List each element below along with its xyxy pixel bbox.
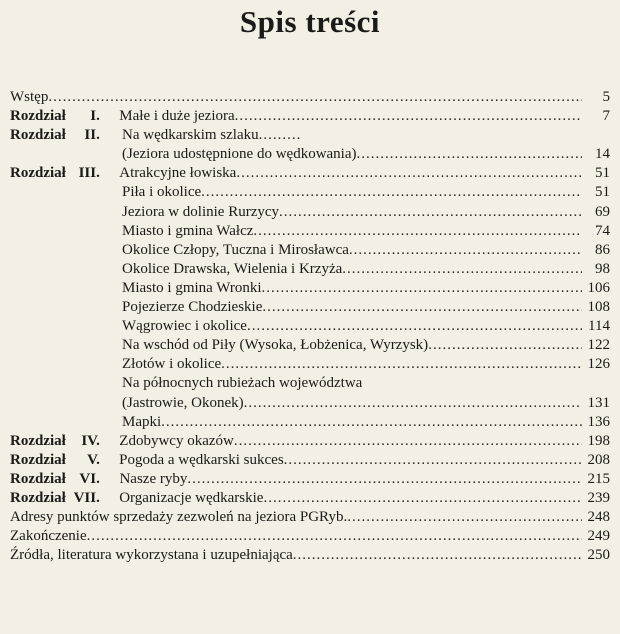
- page-number: 14: [595, 146, 610, 163]
- entry-title: (Jeziora udostępnione do wędkowania): [122, 146, 357, 163]
- toc-entry: [10, 546, 610, 565]
- page-number: 69: [595, 203, 610, 220]
- page-number: 122: [587, 337, 610, 354]
- toc-entry: [10, 451, 610, 470]
- entry-title: Wągrowiec i okolice: [122, 318, 247, 335]
- toc-entry: [10, 260, 610, 279]
- page-number: 131: [587, 394, 610, 411]
- page-number: 74: [595, 222, 610, 239]
- page-number: 239: [587, 489, 610, 506]
- page-number: 250: [587, 547, 610, 564]
- entry-title: Małe i duże jeziora: [119, 108, 235, 125]
- toc-entry: [10, 336, 610, 355]
- toc-entry: [10, 432, 610, 451]
- toc-entry: [10, 394, 610, 413]
- dot-leader: [293, 546, 582, 565]
- entry-title: (Jastrowie, Okonek): [122, 394, 244, 411]
- chapter-prefix: [10, 107, 118, 126]
- dot-leader: [253, 222, 582, 241]
- chapter-number: IV.: [81, 432, 100, 449]
- dot-leader: [262, 279, 582, 298]
- dot-leader: [279, 203, 582, 222]
- entry-title: Nasze ryby: [119, 470, 188, 487]
- toc-entry: [10, 374, 610, 393]
- entry-title: Miasto i gmina Wronki: [122, 279, 262, 296]
- chapter-prefix: [10, 164, 118, 183]
- chapter-prefix: [10, 470, 118, 489]
- entry-title: Złotów i okolice: [122, 356, 222, 373]
- page-number: 126: [587, 356, 610, 373]
- chapter-number: VI.: [79, 470, 100, 487]
- toc-entry: [10, 203, 610, 222]
- chapter-prefix: [10, 451, 118, 470]
- table-of-contents: [10, 88, 610, 565]
- entry-title: Organizacje wędkarskie: [119, 489, 264, 506]
- dot-leader: [244, 394, 582, 413]
- dot-leader: [263, 489, 582, 508]
- entry-title: Zakończenie: [10, 528, 87, 545]
- chapter-label: Rozdział: [10, 432, 66, 449]
- dot-leader: [234, 432, 582, 451]
- chapter-number: II.: [84, 127, 100, 144]
- toc-entry: [10, 126, 610, 145]
- toc-entry: [10, 317, 610, 336]
- chapter-label: Rozdział: [10, 108, 66, 125]
- toc-entry: [10, 527, 610, 546]
- toc-entry: [10, 183, 610, 202]
- entry-title: Zdobywcy okazów: [119, 432, 234, 449]
- dot-leader: [347, 508, 582, 527]
- page-number: 215: [587, 470, 610, 487]
- toc-entry: [10, 164, 610, 183]
- chapter-number: I.: [90, 108, 100, 125]
- chapter-number: VII.: [73, 489, 100, 506]
- entry-title: Miasto i gmina Wałcz: [122, 222, 254, 239]
- dot-leader: [235, 107, 582, 126]
- page-number: 98: [595, 260, 610, 277]
- chapter-label: Rozdział: [10, 451, 66, 468]
- entry-title: Atrakcyjne łowiska: [119, 165, 237, 182]
- dot-leader: [284, 451, 582, 470]
- dot-leader: [87, 527, 582, 546]
- toc-entry: [10, 107, 610, 126]
- page-number: 51: [595, 165, 610, 182]
- entry-title: Okolice Człopy, Tuczna i Mirosławca: [122, 241, 349, 258]
- dot-leader: [161, 413, 582, 432]
- chapter-number: V.: [87, 451, 100, 468]
- dot-leader: [247, 317, 582, 336]
- toc-entry: [10, 298, 610, 317]
- entry-title: Na północnych rubieżach województwa: [122, 375, 363, 392]
- dot-leader: [48, 88, 582, 107]
- page-number: 5: [602, 89, 610, 105]
- entry-title: Na wschód od Piły (Wysoka, Łobżenica, Wyrzysk): [122, 337, 429, 354]
- dot-leader: [262, 298, 582, 317]
- toc-entry: [10, 222, 610, 241]
- toc-entry: [10, 145, 610, 164]
- page-number: 249: [587, 528, 610, 545]
- chapter-prefix: [10, 489, 118, 508]
- chapter-number: III.: [78, 165, 100, 182]
- toc-entry: [10, 508, 610, 527]
- entry-title: Okolice Drawska, Wielenia i Krzyża: [122, 260, 343, 277]
- page-number: 248: [587, 509, 610, 526]
- toc-entry: [10, 470, 610, 489]
- chapter-prefix: [10, 432, 118, 451]
- entry-title: Piła i okolice: [122, 184, 202, 201]
- page-number: 198: [587, 432, 610, 449]
- page-number: 108: [587, 299, 610, 316]
- dot-leader: [236, 164, 582, 183]
- dot-leader: [221, 355, 582, 374]
- dot-leader: [357, 145, 582, 164]
- toc-entry: [10, 241, 610, 260]
- chapter-prefix: [10, 126, 118, 145]
- chapter-label: Rozdział: [10, 470, 66, 487]
- toc-entry: [10, 413, 610, 432]
- chapter-label: Rozdział: [10, 489, 66, 506]
- chapter-label: Rozdział: [10, 127, 66, 144]
- entry-title: Źródła, literatura wykorzystana i uzupełniająca: [10, 547, 293, 564]
- dot-leader: [201, 183, 582, 202]
- page-number: 86: [595, 241, 610, 258]
- entry-title: Adresy punktów sprzedaży zezwoleń na jeziora PGRyb.: [10, 509, 348, 526]
- entry-title: Wstęp: [10, 89, 49, 105]
- page-number: 114: [588, 318, 610, 335]
- toc-entry: [10, 279, 610, 298]
- dot-leader: [342, 260, 582, 279]
- entry-title: Jeziora w dolinie Rurzycy: [122, 203, 280, 220]
- page-number: 136: [587, 413, 610, 430]
- dot-leader: [187, 470, 582, 489]
- page-number: 7: [602, 108, 610, 125]
- entry-title: Na wędkarskim szlaku: [122, 127, 259, 144]
- dot-leader: [428, 336, 582, 355]
- page-number: 208: [587, 451, 610, 468]
- toc-entry: [10, 489, 610, 508]
- page-number: 106: [587, 279, 610, 296]
- page-number: 51: [595, 184, 610, 201]
- entry-title: Pogoda a wędkarski sukces: [119, 451, 284, 468]
- entry-title: Pojezierze Chodzieskie: [122, 299, 263, 316]
- entry-title: Mapki: [122, 413, 162, 430]
- dot-leader: [259, 126, 301, 145]
- dot-leader: [349, 241, 582, 260]
- chapter-label: Rozdział: [10, 165, 66, 182]
- toc-entry: [10, 88, 610, 107]
- toc-entry: [10, 355, 610, 374]
- page-title: Spis treści: [239, 4, 381, 39]
